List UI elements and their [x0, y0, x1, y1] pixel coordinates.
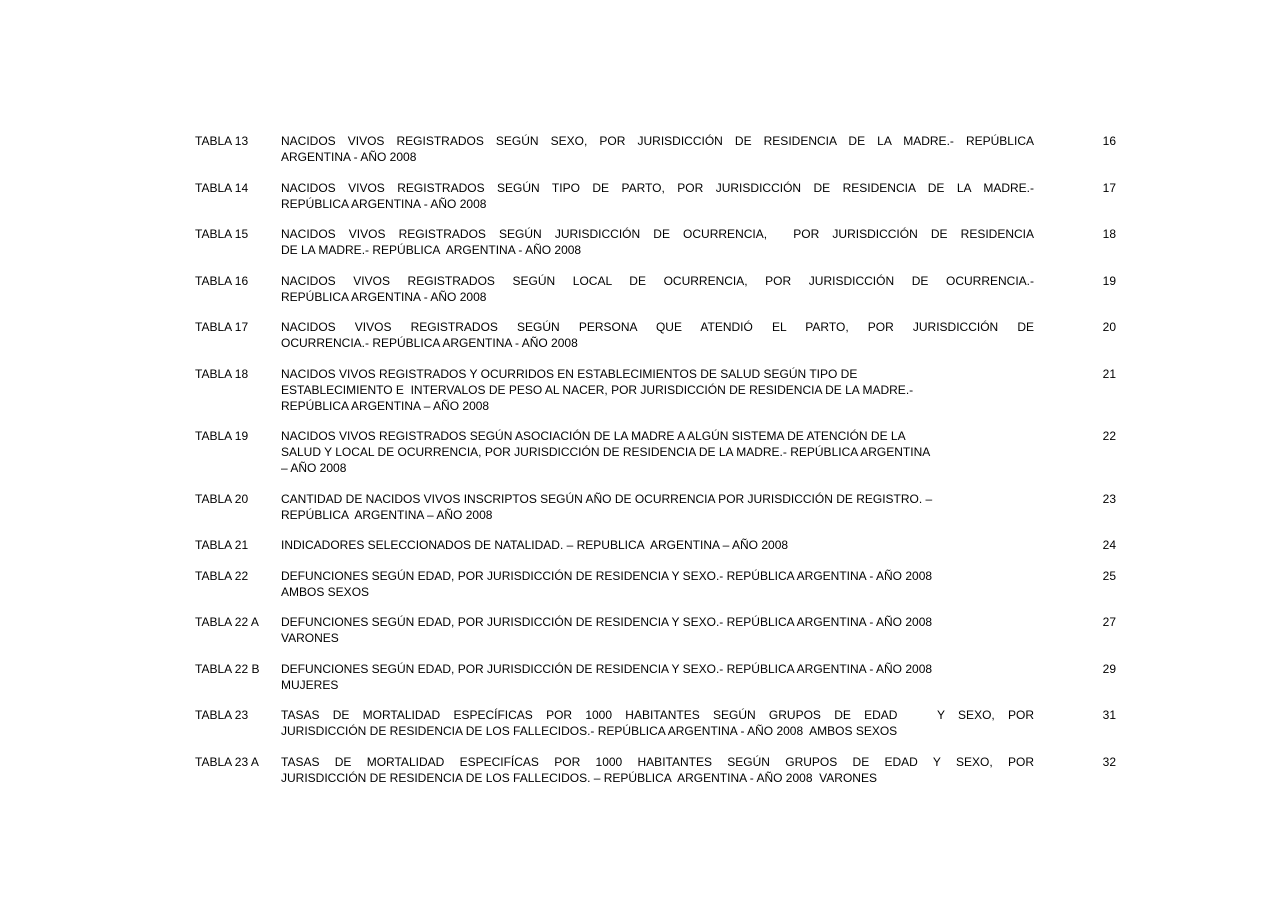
toc-entry-label: TABLA 18: [195, 366, 249, 381]
toc-entry: [195, 614, 1116, 646]
toc-entry-label: TABLA 21: [195, 538, 249, 552]
toc-entry-page-number: 21: [1102, 366, 1116, 381]
toc-entry-text-line: NACIDOS VIVOS REGISTRADOS Y OCURRIDOS EN ESTABLECIMIENTOS DE SALUD SEGÚN TIPO DE: [281, 366, 858, 381]
toc-entry-title: [281, 319, 1034, 351]
toc-entry-title: [281, 754, 1034, 786]
toc-entry-page-number: 18: [1102, 227, 1116, 241]
toc-entry-label: TABLA 15: [195, 227, 249, 241]
toc-entry-title: [281, 614, 1034, 646]
toc-entry-page-number: 25: [1102, 568, 1116, 583]
toc-entry-page-number: 22: [1102, 429, 1116, 443]
toc-entry-title: [281, 133, 1034, 165]
toc-entry: [195, 319, 1116, 351]
toc-entry-text-line: VARONES: [281, 631, 339, 645]
toc-entry-text-line: REPÚBLICA ARGENTINA - AÑO 2008: [281, 289, 487, 304]
toc-entry: [195, 226, 1116, 258]
toc-entry-page-number: 23: [1102, 491, 1116, 506]
toc-entry-text-line: – AÑO 2008: [281, 461, 347, 475]
toc-entry-text-line: INDICADORES SELECCIONADOS DE NATALIDAD. – REPUBLICA ARGENTINA – AÑO 2008: [281, 538, 789, 552]
toc-entry-text-line: TASAS DE MORTALIDAD ESPECÍFICAS POR 1000 HABITANTES SEGÚN GRUPOS DE EDAD Y SEXO, POR: [281, 708, 1034, 722]
toc-entry-text-line: NACIDOS VIVOS REGISTRADOS SEGÚN SEXO, POR JURISDICCIÓN DE RESIDENCIA DE LA MADRE.- REPÚBLICA: [281, 134, 1034, 148]
toc-entry-text-line: REPÚBLICA ARGENTINA – AÑO 2008: [281, 398, 490, 413]
toc-entry: [195, 537, 1116, 553]
toc-entry-text-line: NACIDOS VIVOS REGISTRADOS SEGÚN PERSONA QUE ATENDIÓ EL PARTO, POR JURISDICCIÓN DE: [281, 320, 1034, 334]
toc-entry-text-line: MUJERES: [281, 677, 339, 692]
table-of-contents: [195, 133, 1116, 800]
toc-entry: [195, 491, 1116, 523]
toc-entry: [195, 133, 1116, 165]
toc-entry-label: TABLA 23 A: [195, 754, 259, 769]
toc-entry-text-line: DE LA MADRE.- REPÚBLICA ARGENTINA - AÑO 2008: [281, 243, 582, 257]
toc-entry-text-line: NACIDOS VIVOS REGISTRADOS SEGÚN TIPO DE PARTO, POR JURISDICCIÓN DE RESIDENCIA DE LA MADRE.-: [281, 180, 1034, 195]
toc-entry-page-number: 31: [1102, 708, 1116, 722]
toc-entry-label: TABLA 20: [195, 491, 249, 506]
toc-entry: [195, 754, 1116, 786]
toc-entry-label: TABLA 22 B: [195, 661, 260, 676]
toc-entry-title: [281, 226, 1034, 258]
toc-entry-text-line: REPÚBLICA ARGENTINA – AÑO 2008: [281, 507, 493, 522]
toc-entry-label: TABLA 19: [195, 429, 249, 443]
toc-entry-label: TABLA 16: [195, 273, 249, 288]
toc-entry: [195, 366, 1116, 414]
toc-entry-label: TABLA 22 A: [195, 615, 259, 629]
toc-entry: [195, 428, 1116, 476]
toc-entry-text-line: NACIDOS VIVOS REGISTRADOS SEGÚN JURISDICCIÓN DE OCURRENCIA, POR JURISDICCIÓN DE RESIDENCIA: [281, 227, 1034, 241]
toc-entry-title: [281, 568, 1034, 600]
toc-entry-text-line: CANTIDAD DE NACIDOS VIVOS INSCRIPTOS SEGÚN AÑO DE OCURRENCIA POR JURISDICCIÓN DE REGISTRO. –: [281, 491, 933, 506]
toc-entry-text-line: DEFUNCIONES SEGÚN EDAD, POR JURISDICCIÓN DE RESIDENCIA Y SEXO.- REPÚBLICA ARGENTINA - AÑO 2008: [281, 568, 933, 583]
toc-entry: [195, 568, 1116, 600]
toc-entry-page-number: 32: [1102, 754, 1116, 769]
toc-entry-page-number: 16: [1102, 134, 1116, 148]
toc-entry-title: [281, 707, 1034, 739]
toc-entry-text-line: SALUD Y LOCAL DE OCURRENCIA, POR JURISDICCIÓN DE RESIDENCIA DE LA MADRE.- REPÚBLICA ARGENTINA: [281, 445, 931, 459]
toc-entry-text-line: JURISDICCIÓN DE RESIDENCIA DE LOS FALLECIDOS.- REPÚBLICA ARGENTINA - AÑO 2008 AMBOS SEXOS: [281, 724, 898, 738]
toc-entry: [195, 180, 1116, 212]
toc-entry-text-line: JURISDICCIÓN DE RESIDENCIA DE LOS FALLECIDOS. – REPÚBLICA ARGENTINA - AÑO 2008 VARONES: [281, 770, 877, 785]
toc-entry-label: TABLA 13: [195, 134, 249, 148]
toc-entry-page-number: 24: [1102, 538, 1116, 552]
toc-entry-text-line: NACIDOS VIVOS REGISTRADOS SEGÚN LOCAL DE OCURRENCIA, POR JURISDICCIÓN DE OCURRENCIA.-: [281, 273, 1034, 288]
toc-entry-title: [281, 366, 1034, 414]
toc-entry-text-line: ARGENTINA - AÑO 2008: [281, 150, 417, 164]
toc-entry-text-line: REPÚBLICA ARGENTINA - AÑO 2008: [281, 196, 487, 211]
toc-entry: [195, 273, 1116, 305]
toc-entry: [195, 661, 1116, 693]
toc-entry: [195, 707, 1116, 739]
toc-entry-text-line: TASAS DE MORTALIDAD ESPECIFÍCAS POR 1000 HABITANTES SEGÚN GRUPOS DE EDAD Y SEXO, POR: [281, 754, 1034, 769]
toc-entry-text-line: ESTABLECIMIENTO E INTERVALOS DE PESO AL NACER, POR JURISDICCIÓN DE RESIDENCIA DE LA MADRE.-: [281, 382, 914, 397]
toc-entry-page-number: 27: [1102, 615, 1116, 629]
toc-entry-title: [281, 491, 1034, 523]
toc-entry-label: TABLA 22: [195, 568, 249, 583]
toc-entry-title: [281, 661, 1034, 693]
toc-entry-text-line: NACIDOS VIVOS REGISTRADOS SEGÚN ASOCIACIÓN DE LA MADRE A ALGÚN SISTEMA DE ATENCIÓN DE LA: [281, 429, 906, 443]
toc-entry-page-number: 19: [1102, 273, 1116, 288]
toc-entry-title: [281, 273, 1034, 305]
toc-entry-text-line: OCURRENCIA.- REPÚBLICA ARGENTINA - AÑO 2008: [281, 336, 578, 350]
toc-entry-title: [281, 537, 1034, 553]
toc-entry-label: TABLA 17: [195, 320, 249, 334]
toc-entry-title: [281, 428, 1034, 476]
toc-entry-page-number: 29: [1102, 661, 1116, 676]
toc-entry-text-line: DEFUNCIONES SEGÚN EDAD, POR JURISDICCIÓN DE RESIDENCIA Y SEXO.- REPÚBLICA ARGENTINA - AÑO 2008: [281, 661, 933, 676]
toc-entry-text-line: AMBOS SEXOS: [281, 584, 370, 599]
toc-entry-page-number: 20: [1102, 320, 1116, 334]
toc-entry-label: TABLA 23: [195, 708, 249, 722]
toc-entry-page-number: 17: [1102, 180, 1116, 195]
toc-entry-title: [281, 180, 1034, 212]
toc-entry-text-line: DEFUNCIONES SEGÚN EDAD, POR JURISDICCIÓN DE RESIDENCIA Y SEXO.- REPÚBLICA ARGENTINA - AÑO 2008: [281, 615, 933, 629]
toc-entry-label: TABLA 14: [195, 180, 249, 195]
